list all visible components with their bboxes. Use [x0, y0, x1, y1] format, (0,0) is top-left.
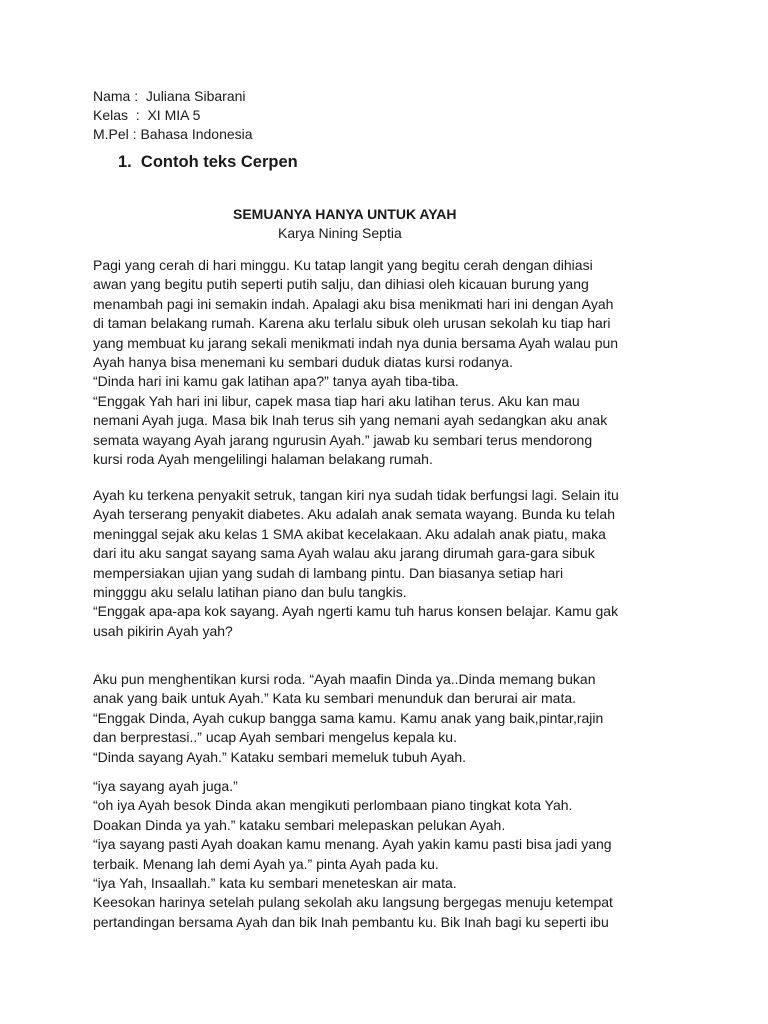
- text-line: mempersiakan ujian yang sudah di lambang pintu. Dan biasanya setiap hari: [93, 564, 564, 581]
- paragraph-block-4: [93, 777, 703, 932]
- text-line: Keesokan harinya setelah pulang sekolah aku langsung bergegas menuju ketempat: [93, 894, 613, 911]
- text-line: semata wayang Ayah jarang ngurusin Ayah.” jawab ku sembari terus mendorong: [93, 431, 593, 448]
- text-line: Aku pun menghentikan kursi roda. “Ayah maafin Dinda ya..Dinda memang bukan: [93, 671, 596, 687]
- text-line: usah pikirin Ayah yah?: [93, 622, 233, 639]
- text-line: awan yang begitu putih seperti putih salju, dan dihiasi oleh kicauan burung yang: [93, 276, 589, 293]
- text-line: menambah pagi ini semakin indah. Apalagi aku bisa menikmati hari ini dengan Ayah: [93, 295, 614, 312]
- text-line: pertandingan bersama Ayah dan bik Inah pembantu ku. Bik Inah bagi ku seperti ibu: [93, 913, 609, 930]
- text-line: terbaik. Menang lah demi Ayah ya.” pinta Ayah pada ku.: [93, 855, 439, 872]
- text-line: “Dinda hari ini kamu gak latihan apa?” tanya ayah tiba-tiba.: [93, 373, 459, 390]
- text-line: mingggu aku selalu latihan piano dan bulu tangkis.: [93, 584, 407, 601]
- text-line: dan berprestasi..” ucap Ayah sembari mengelus kepala ku.: [93, 729, 457, 746]
- text-line: “Enggak Dinda, Ayah cukup bangga sama kamu. Kamu anak yang baik,pintar,rajin: [93, 709, 604, 726]
- text-line: di taman belakang rumah. Karena aku terlalu sibuk oleh urusan sekolah ku tiap hari: [93, 315, 611, 332]
- paragraph-block-3: [93, 670, 703, 767]
- text-line: “Enggak Yah hari ini libur, capek masa tiap hari aku latihan terus. Aku kan mau: [93, 392, 580, 409]
- text-line: “iya sayang ayah juga.”: [93, 778, 238, 794]
- student-name: Nama : Juliana Sibarani: [93, 88, 246, 104]
- text-line: anak yang baik untuk Ayah.” Kata ku sembari menunduk dan berurai air mata.: [93, 690, 577, 707]
- section-heading: 1. Contoh teks Cerpen: [118, 153, 298, 171]
- text-line: “iya Yah, Insaallah.” kata ku sembari meneteskan air mata.: [93, 875, 457, 892]
- text-line: Ayah terserang penyakit diabetes. Aku adalah anak semata wayang. Bunda ku telah: [93, 506, 615, 523]
- story-title: SEMUANYA HANYA UNTUK AYAH: [233, 206, 457, 222]
- text-line: Ayah hanya bisa menemani ku sembari duduk diatas kursi rodanya.: [93, 354, 513, 371]
- text-line: “iya sayang pasti Ayah doakan kamu menang. Ayah yakin kamu pasti bisa jadi yang: [93, 836, 612, 853]
- text-line: Pagi yang cerah di hari minggu. Ku tatap langit yang begitu cerah dengan dihiasi: [93, 257, 593, 273]
- student-info: [93, 87, 253, 144]
- text-line: dari itu aku sangat sayang sama Ayah walau aku jarang dirumah gara-gara sibuk: [93, 545, 595, 562]
- subject: M.Pel : Bahasa Indonesia: [93, 126, 253, 142]
- paragraph-block-1: [93, 256, 703, 469]
- text-line: yang membuat ku jarang sekali menikmati indah nya dunia bersama Ayah walau pun: [93, 334, 619, 351]
- text-line: meninggal sejak aku kelas 1 SMA akibat kecelakaan. Aku adalah anak piatu, maka: [93, 525, 606, 542]
- text-line: “Enggak apa-apa kok sayang. Ayah ngerti kamu tuh harus konsen belajar. Kamu gak: [93, 603, 619, 620]
- text-line: kursi roda Ayah mengelilingi halaman belakang rumah.: [93, 451, 433, 468]
- text-line: Doakan Dinda ya yah.” kataku sembari melepaskan pelukan Ayah.: [93, 816, 506, 833]
- text-line: “Dinda sayang Ayah.” Kataku sembari memeluk tubuh Ayah.: [93, 748, 467, 765]
- paragraph-block-2: [93, 486, 703, 641]
- student-class: Kelas : XI MIA 5: [93, 107, 201, 123]
- text-line: “oh iya Ayah besok Dinda akan mengikuti perlombaan piano tingkat kota Yah.: [93, 797, 573, 814]
- text-line: Ayah ku terkena penyakit setruk, tangan kiri nya sudah tidak berfungsi lagi. Selain itu: [93, 487, 619, 503]
- text-line: nemani Ayah juga. Masa bik Inah terus sih yang nemani ayah sedangkan aku anak: [93, 412, 608, 429]
- story-author: Karya Nining Septia: [278, 225, 402, 241]
